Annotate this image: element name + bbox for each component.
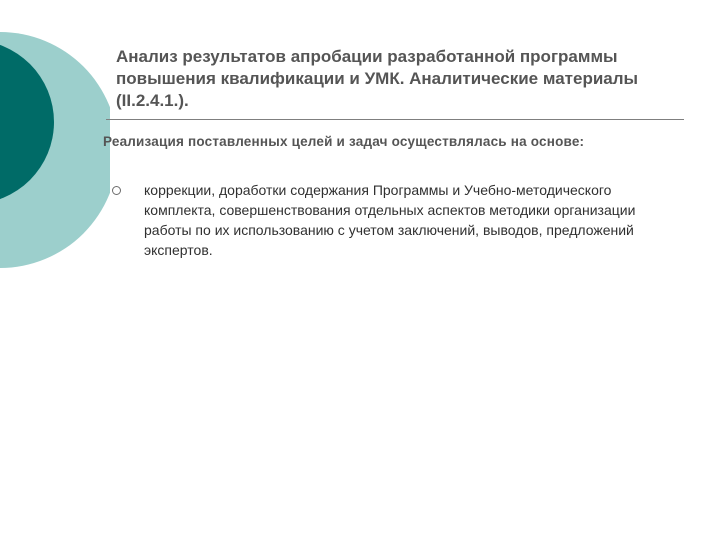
bullet-list: [112, 180, 692, 260]
bullet-text: коррекции, доработки содержания Программы и Учебно-методического комплекта, совершенствования отдельных аспектов методики организации работы по их использованию с учетом заключений, выводов, предложений экспертов.: [144, 182, 636, 258]
decorative-circles: [0, 0, 110, 300]
circle-bullet-icon: [112, 186, 121, 195]
title-divider: [106, 119, 684, 120]
slide-title: Анализ результатов апробации разработанной программы повышения квалификации и УМК. Аналитические материалы (II.2.4.1.).: [116, 47, 639, 110]
slide-subtitle: Реализация поставленных целей и задач осуществлялась на основе:: [103, 134, 585, 149]
bullet-item: [112, 180, 692, 260]
